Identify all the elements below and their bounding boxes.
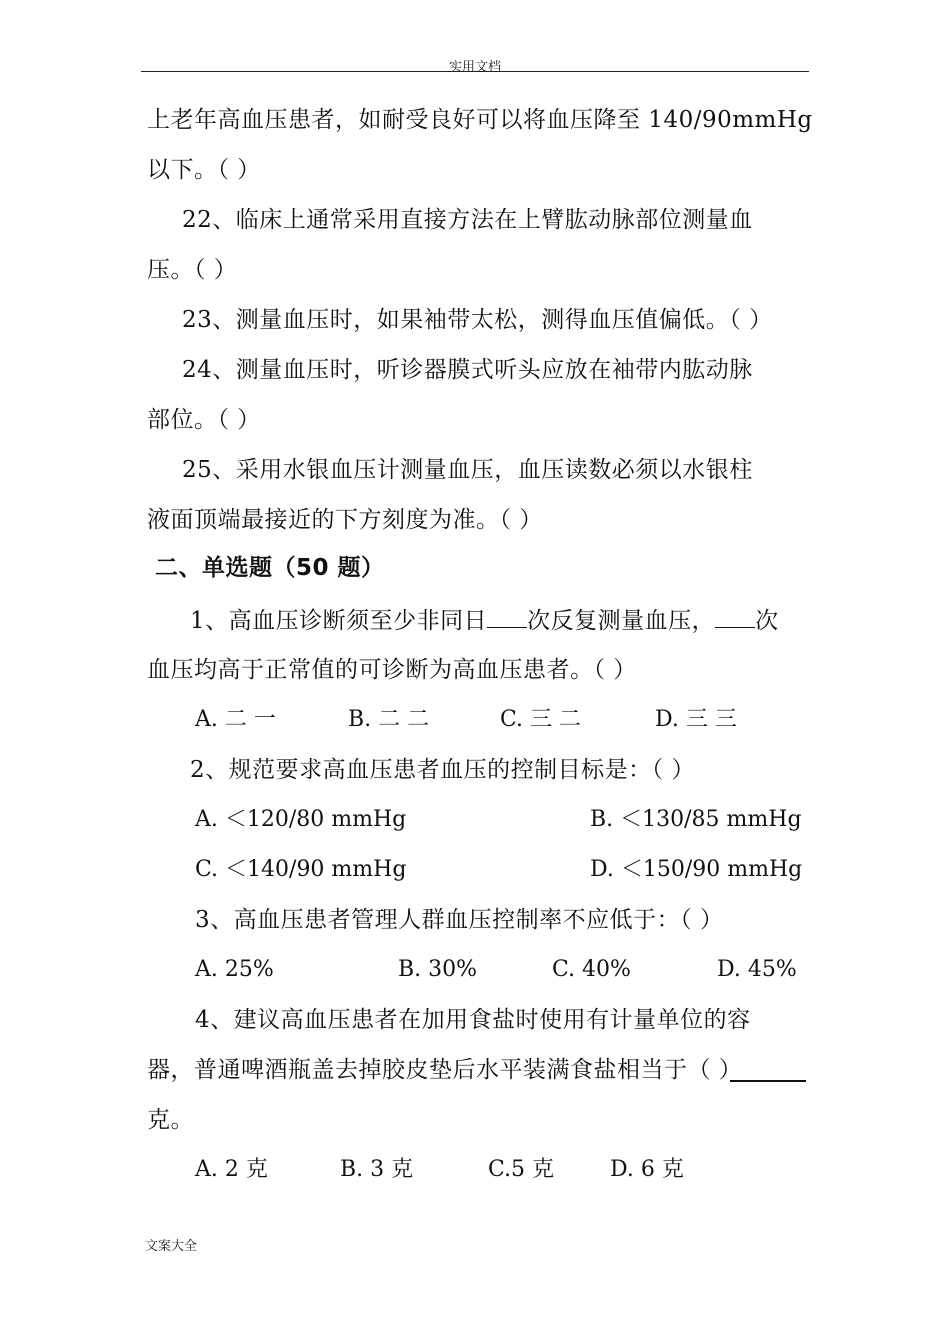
text-line: 压。（ ）	[147, 257, 238, 283]
question-3: 3、高血压患者管理人群血压控制率不应低于：（ ）	[195, 907, 724, 933]
question-23: 23、测量血压时，如果袖带太松，测得血压值偏低。（ ）	[182, 307, 773, 333]
answer-underline	[730, 1080, 806, 1082]
option-b: B. 30%	[398, 957, 478, 982]
text-line: 液面顶端最接近的下方刻度为准。（ ）	[147, 507, 543, 533]
question-1-part3: 次	[755, 608, 779, 634]
question-4-cont: 器，普通啤酒瓶盖去掉胶皮垫后水平装满食盐相当于（ ）	[147, 1057, 743, 1083]
question-4: 4、建议高血压患者在加用食盐时使用有计量单位的容	[195, 1007, 751, 1033]
option-c: C. ＜140/90 mmHg	[195, 857, 407, 882]
option-b: B. 二 二	[348, 707, 430, 732]
option-c: C. 三 二	[500, 707, 582, 732]
question-1-cont: 血压均高于正常值的可诊断为高血压患者。（ ）	[147, 657, 637, 683]
text-line: 部位。（ ）	[147, 407, 261, 433]
option-d: D. 45%	[717, 957, 797, 982]
option-c: C. 40%	[552, 957, 631, 982]
option-b: B. ＜130/85 mmHg	[590, 807, 802, 832]
option-c: C.5 克	[488, 1157, 555, 1182]
answer-blank	[487, 605, 527, 628]
header-rule	[141, 71, 809, 72]
option-d: D. 三 三	[655, 707, 737, 732]
question-25: 25、采用水银血压计测量血压，血压读数必须以水银柱	[182, 457, 753, 483]
option-a: A. ＜120/80 mmHg	[195, 807, 407, 832]
option-a: A. 2 克	[195, 1157, 268, 1182]
question-4-unit: 克。	[147, 1107, 194, 1133]
option-a: A. 25%	[195, 957, 274, 982]
question-1-part1: 1、高血压诊断须至少非同日	[190, 608, 488, 634]
page-header: 实用文档	[448, 60, 501, 75]
question-1-part2: 次反复测量血压，	[527, 608, 716, 634]
section-heading: 二、单选题（50 题）	[155, 555, 385, 581]
option-d: D. ＜150/90 mmHg	[590, 857, 803, 882]
text-line: 以下。（ ）	[147, 157, 261, 183]
page-footer: 文案大全	[145, 1239, 198, 1254]
question-2: 2、规范要求高血压患者血压的控制目标是：（ ）	[190, 757, 695, 783]
question-22: 22、临床上通常采用直接方法在上臂肱动脉部位测量血	[182, 207, 753, 233]
question-24: 24、测量血压时，听诊器膜式听头应放在袖带内肱动脉	[182, 357, 753, 383]
option-d: D. 6 克	[610, 1157, 684, 1182]
question-1	[190, 605, 779, 636]
text-line: 上老年高血压患者，如耐受良好可以将血压降至 140/90mmHg	[147, 107, 813, 133]
option-b: B. 3 克	[340, 1157, 414, 1182]
option-a: A. 二 一	[195, 707, 276, 732]
answer-blank	[715, 605, 755, 628]
